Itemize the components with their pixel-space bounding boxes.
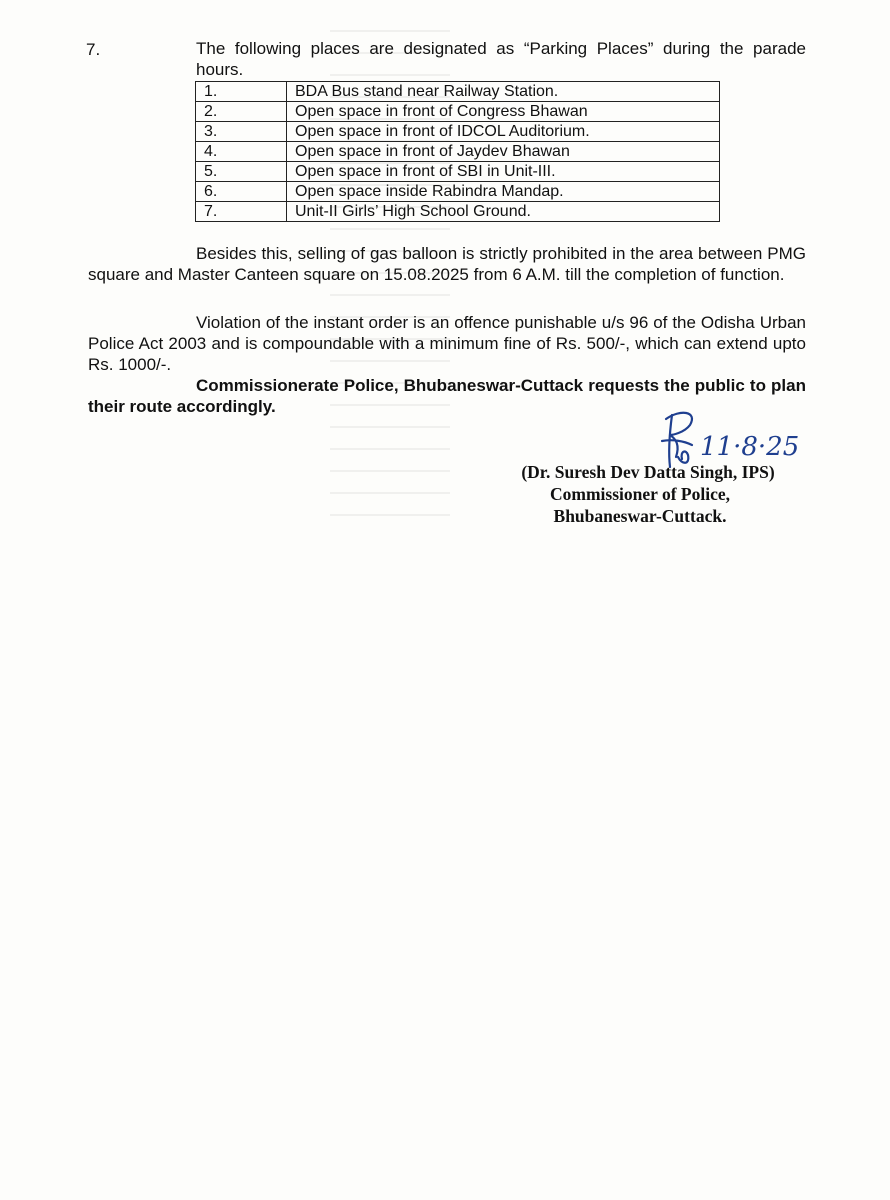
parking-place-number: 1. bbox=[196, 82, 287, 102]
parking-place-number: 5. bbox=[196, 162, 287, 182]
parking-place-number: 6. bbox=[196, 182, 287, 202]
parking-place-row bbox=[196, 142, 720, 162]
parking-place-number: 2. bbox=[196, 102, 287, 122]
officer-location: Bhubaneswar-Cuttack. bbox=[553, 506, 727, 526]
violation-paragraph bbox=[88, 312, 806, 375]
balloon-prohibition-paragraph bbox=[88, 243, 806, 285]
parking-place-name: Open space inside Rabindra Mandap. bbox=[287, 182, 720, 202]
parking-places-table bbox=[195, 81, 720, 222]
parking-place-row bbox=[196, 162, 720, 182]
parking-place-name: Open space in front of SBI in Unit-III. bbox=[287, 162, 720, 182]
violation-text: Violation of the instant order is an offence punishable u/s 96 of the Odisha Urban Police Act 2003 and is compoundable with a minimum fine of Rs. 500/-, which can extend upto Rs. 1000/-. bbox=[88, 313, 806, 374]
parking-place-name: Open space in front of Jaydev Bhawan bbox=[287, 142, 720, 162]
parking-place-row bbox=[196, 182, 720, 202]
officer-name: (Dr. Suresh Dev Datta Singh, IPS) bbox=[521, 462, 775, 482]
public-request-text: Commissionerate Police, Bhubaneswar-Cuttack requests the public to plan their route accordingly. bbox=[88, 376, 806, 416]
parking-place-number: 7. bbox=[196, 202, 287, 222]
parking-place-number: 4. bbox=[196, 142, 287, 162]
balloon-prohibition-text: Besides this, selling of gas balloon is strictly prohibited in the area between PMG square and Master Canteen square on 15.08.2025 from 6 A.M. till the completion of function. bbox=[88, 244, 806, 284]
parking-place-row bbox=[196, 102, 720, 122]
parking-place-name: Unit-II Girls’ High School Ground. bbox=[287, 202, 720, 222]
parking-place-name: Open space in front of IDCOL Auditorium. bbox=[287, 122, 720, 142]
parking-place-row bbox=[196, 122, 720, 142]
parking-place-row bbox=[196, 202, 720, 222]
parking-place-row bbox=[196, 82, 720, 102]
parking-place-name: Open space in front of Congress Bhawan bbox=[287, 102, 720, 122]
officer-designation: Commissioner of Police, bbox=[550, 484, 730, 504]
handwritten-date: 11·8·25 bbox=[700, 432, 800, 462]
parking-place-number: 3. bbox=[196, 122, 287, 142]
parking-intro-text: The following places are designated as “Parking Places” during the parade hours. bbox=[196, 39, 806, 79]
signature-block bbox=[470, 461, 810, 527]
item-number: 7. bbox=[86, 40, 101, 59]
parking-place-name: BDA Bus stand near Railway Station. bbox=[287, 82, 720, 102]
